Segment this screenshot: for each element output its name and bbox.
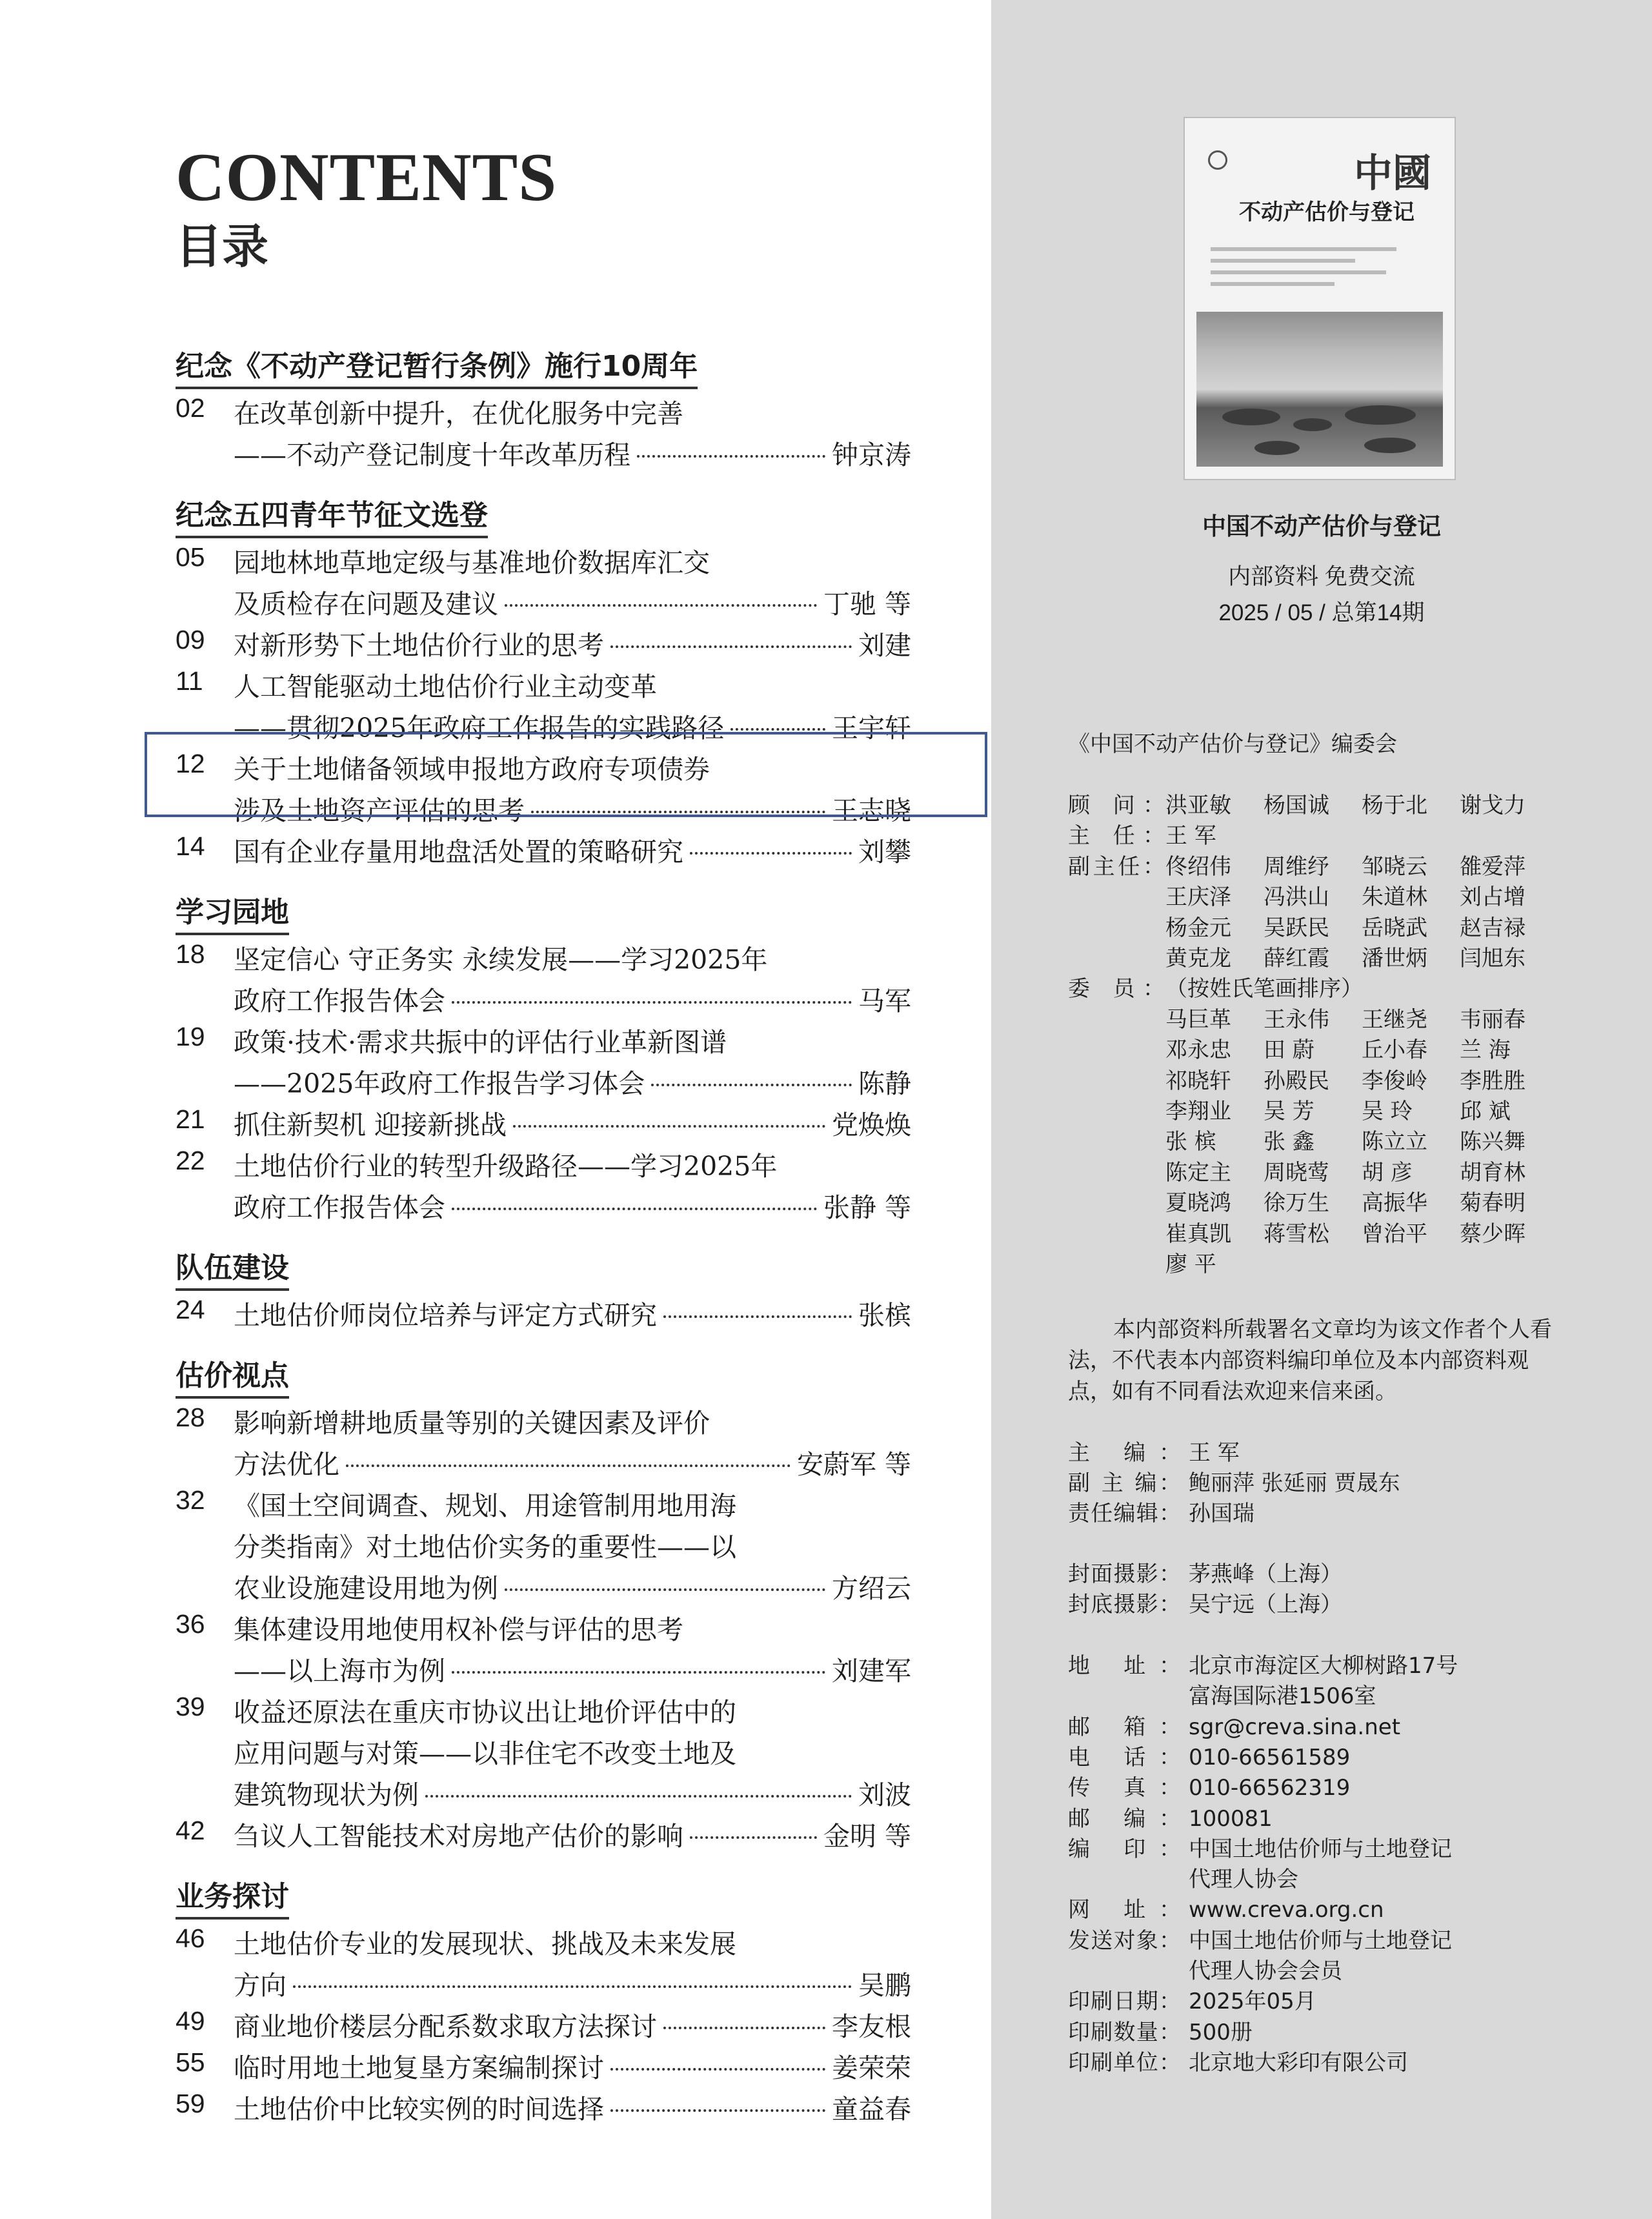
page-number: 11 (176, 666, 203, 696)
board-member-name: 徐万生 (1264, 1190, 1329, 1217)
entry-last-line (176, 1187, 911, 1228)
dot-leader (610, 2068, 825, 2071)
dot-leader (730, 728, 825, 731)
entry-author: 刘攀 (858, 836, 911, 867)
entry-title-line: ——贯彻2025年政府工作报告的实践路径 (234, 713, 725, 744)
entry-author: 张静 等 (823, 1192, 911, 1223)
page-number: 24 (176, 1295, 205, 1324)
board-member-name: 祁晓轩 (1165, 1068, 1231, 1094)
board-names-row (1165, 852, 1558, 882)
board-names-row (1165, 882, 1558, 913)
info-label: 邮 编： (1068, 1805, 1181, 1832)
info-label: 封面摄影： (1068, 1561, 1181, 1587)
entry-author: 王志晓 (832, 795, 911, 826)
dot-leader (690, 852, 852, 855)
page-number: 28 (176, 1403, 205, 1432)
board-member-name: 陈兴舞 (1460, 1129, 1526, 1155)
entry-author: 刘波 (858, 1779, 911, 1810)
board-member-name: 周维纾 (1264, 853, 1329, 880)
info-value: 010-66561589 (1189, 1744, 1351, 1770)
board-member-name: 吴 玲 (1362, 1099, 1413, 1124)
info-label: 印刷日期： (1068, 1989, 1181, 2015)
entry-title-line: 集体建设用地使用权补偿与评估的思考 (234, 1614, 683, 1645)
disclaimer-notice: 本内部资料所载署名文章均为该文作者个人看法，不代表本内部资料编印单位及本内部资料观点，如有不同看法欢迎来信来函。 (1068, 1317, 1552, 1404)
entry-author: 张槟 (858, 1300, 911, 1331)
board-member-name: 崔真凯 (1165, 1221, 1231, 1247)
entry-author: 党焕焕 (832, 1110, 911, 1140)
magazine-issue: 2025 / 05 / 总第14期 (1218, 600, 1425, 625)
toc-entry[interactable] (176, 1609, 911, 1692)
board-member-name: 胡育林 (1460, 1159, 1526, 1186)
entry-title-line: 方向 (234, 1970, 287, 2001)
board-member-name: 田 蔚 (1264, 1037, 1315, 1064)
page-number: 55 (176, 2047, 205, 2077)
info-value: 王 军 (1189, 1440, 1240, 1466)
entry-title-line: 土地估价专业的发展现状、挑战及未来发展 (234, 1929, 736, 1960)
page-number: 39 (176, 1692, 205, 1721)
info-value: 茅燕峰（上海） (1189, 1561, 1342, 1587)
entry-title-line: 商业地价楼层分配系数求取方法探讨 (234, 2011, 657, 2042)
board-member-name: 兰 海 (1460, 1037, 1511, 1064)
board-member-name: 王 军 (1165, 823, 1216, 849)
entry-title-line: 人工智能驱动土地估价行业主动变革 (234, 671, 657, 702)
page-number: 46 (176, 1923, 205, 1953)
page-number: 05 (176, 542, 205, 572)
board-names-row (1165, 1250, 1216, 1280)
board-member-name: 周晓莺 (1264, 1159, 1329, 1186)
board-member-name: 邹晓云 (1362, 853, 1427, 880)
entry-title-line: ——2025年政府工作报告学习体会 (234, 1068, 645, 1099)
info-value: sgr@creva.sina.net (1189, 1714, 1401, 1740)
board-names-row (1165, 1005, 1558, 1035)
dot-leader (505, 604, 817, 607)
entry-title-line: 政策·技术·需求共振中的评估行业革新图谱 (234, 1027, 727, 1058)
board-member-name: 张 槟 (1165, 1129, 1216, 1155)
board-names-row (1165, 1035, 1558, 1066)
toc-entry[interactable] (176, 625, 911, 666)
dot-leader (610, 645, 852, 648)
board-member-name: 孙殿民 (1264, 1068, 1329, 1094)
entry-title-line: 土地估价中比较实例的时间选择 (234, 2094, 604, 2125)
board-member-name: 杨国诚 (1264, 793, 1329, 818)
dot-leader (346, 1464, 791, 1467)
entry-title-line: 及质检存在问题及建议 (234, 589, 498, 620)
page-number: 19 (176, 1022, 205, 1051)
info-label: 印刷单位： (1068, 2049, 1181, 2076)
toc-entry[interactable] (176, 1104, 911, 1146)
board-member-name: 菊春明 (1460, 1190, 1526, 1217)
board-member-name: 马巨革 (1165, 1006, 1231, 1033)
entry-author: 金明 等 (823, 1821, 911, 1852)
entry-author: 方绍云 (832, 1573, 911, 1604)
info-label: 封底摄影： (1068, 1592, 1181, 1617)
dot-leader (513, 1125, 825, 1128)
toc-entry[interactable] (176, 393, 911, 476)
info-value: 北京地大彩印有限公司 (1189, 2049, 1408, 2076)
entry-author: 刘建军 (832, 1656, 911, 1687)
page-number: 32 (176, 1485, 205, 1515)
toc-entry[interactable] (176, 542, 911, 625)
highlighted-entry-box (145, 732, 987, 817)
entry-last-line (176, 1444, 911, 1485)
page-number: 42 (176, 1816, 205, 1845)
section-title: 估价视点 (176, 1358, 289, 1399)
entry-author: 钟京涛 (832, 440, 911, 471)
section-title: 学习园地 (176, 895, 289, 935)
board-member-name: 李胜胜 (1460, 1068, 1526, 1094)
dot-leader (663, 1315, 852, 1318)
contents-heading-en: CONTENTS (176, 139, 558, 215)
board-member-name: 李翔业 (1165, 1099, 1231, 1124)
board-member-name: 蔡少晖 (1460, 1221, 1526, 1247)
section-title: 业务探讨 (176, 1879, 289, 1920)
entry-last-line (176, 980, 911, 1022)
info-value: 中国土地估价师与土地登记 (1189, 1927, 1452, 1954)
info-value: www.creva.org.cn (1189, 1897, 1384, 1923)
dot-leader (663, 2027, 825, 2029)
board-names-row (1165, 1097, 1558, 1127)
section-title: 纪念《不动产登记暂行条例》施行10周年 (176, 349, 698, 389)
board-member-name: （按姓氏笔画排序） (1165, 976, 1363, 1002)
info-value: 2025年05月 (1189, 1989, 1316, 2015)
board-member-name: 陈立立 (1362, 1129, 1427, 1155)
board-member-name: 闫旭东 (1460, 946, 1526, 971)
info-value: 中国土地估价师与土地登记 (1189, 1836, 1452, 1862)
toc-section (176, 895, 911, 1228)
info-value: 010-66562319 (1189, 1775, 1351, 1801)
entry-title-line: 抓住新契机 迎接新挑战 (234, 1110, 507, 1140)
page-number: 12 (176, 749, 205, 778)
board-member-name: 廖 平 (1165, 1251, 1216, 1277)
board-names-row (1165, 1188, 1558, 1219)
board-member-name: 王继尧 (1362, 1006, 1427, 1033)
info-label: 发送对象： (1068, 1927, 1181, 1954)
entry-author: 丁驰 等 (823, 589, 911, 620)
entry-title-line: 刍议人工智能技术对房地产估价的影响 (234, 1821, 683, 1852)
cover-photo (1196, 312, 1443, 467)
entry-title-line: 国有企业存量用地盘活处置的策略研究 (234, 836, 683, 867)
board-member-name: 丘小春 (1362, 1037, 1427, 1064)
board-names-row (1165, 944, 1558, 974)
toc-section (176, 1879, 911, 2130)
board-names-row (1165, 821, 1216, 851)
entry-title-line: 方法优化 (234, 1449, 339, 1480)
info-value: 吴宁远（上海） (1189, 1592, 1342, 1617)
entry-author: 姜荣荣 (832, 2052, 911, 2083)
info-label: 编 印： (1068, 1836, 1181, 1862)
board-member-name: 邓永忠 (1165, 1037, 1231, 1064)
toc-entry[interactable] (176, 1146, 911, 1228)
page-number: 09 (176, 625, 205, 654)
board-member-name: 邱 斌 (1460, 1099, 1511, 1124)
entry-title-line: 分类指南》对土地估价实务的重要性——以 (234, 1532, 736, 1563)
board-names-row (1165, 791, 1558, 821)
board-member-name: 谢戈力 (1460, 793, 1526, 818)
magazine-subtitle: 内部资料 免费交流 (1228, 564, 1415, 589)
board-member-name: 冯洪山 (1264, 884, 1329, 911)
board-names-row (1165, 1066, 1558, 1097)
page-number: 49 (176, 2006, 205, 2036)
board-member-name: 吴跃民 (1264, 915, 1329, 941)
board-member-name: 吴 芳 (1264, 1099, 1315, 1124)
section-title: 纪念五四青年节征文选登 (176, 498, 488, 538)
toc-entry[interactable] (176, 831, 911, 873)
cover-headlines (1211, 247, 1417, 294)
entry-title-line: 坚定信心 守正务实 永续发展——学习2025年 (234, 944, 768, 975)
entry-title-line: ——以上海市为例 (234, 1656, 445, 1687)
entry-title-line: 对新形势下土地估价行业的思考 (234, 630, 604, 661)
board-member-name: 李俊岭 (1362, 1068, 1427, 1094)
board-names-row (1165, 1219, 1558, 1250)
info-value: 鲍丽萍 张延丽 贾晟东 (1189, 1470, 1400, 1496)
info-value: 孙国瑞 (1189, 1501, 1254, 1526)
entry-last-line (176, 625, 911, 666)
entry-title-line: 《国土空间调查、规划、用途管制用地用海 (234, 1490, 736, 1521)
entry-author: 童益春 (832, 2094, 911, 2125)
info-label: 邮 箱： (1068, 1714, 1181, 1740)
board-names-row (1165, 913, 1558, 944)
contents-heading-zh: 目录 (176, 219, 269, 274)
entry-last-line (176, 2006, 911, 2047)
dot-leader (610, 2109, 825, 2112)
page-number: 59 (176, 2089, 205, 2118)
toc-section (176, 349, 911, 476)
info-value: 北京市海淀区大柳树路17号 (1189, 1653, 1458, 1679)
entry-title-line: 建筑物现状为例 (234, 1779, 419, 1810)
info-label: 传 真： (1068, 1775, 1181, 1801)
board-member-name: 王永伟 (1264, 1006, 1329, 1033)
board-names-row (1165, 1158, 1558, 1188)
board-member-name: 王庆泽 (1165, 884, 1231, 911)
entry-last-line (176, 1965, 911, 2006)
entry-author: 安蔚军 等 (796, 1449, 911, 1480)
entry-author: 陈静 (858, 1068, 911, 1099)
info-label: 地 址： (1068, 1653, 1181, 1679)
info-value: 500册 (1189, 2019, 1253, 2045)
info-value: 代理人协会会员 (1189, 1958, 1342, 1984)
info-value: 富海国际港1506室 (1189, 1683, 1376, 1710)
entry-author: 李友根 (832, 2011, 911, 2042)
page-number: 18 (176, 939, 205, 969)
toc-entry[interactable] (176, 1923, 911, 2006)
entry-title-line: 涉及土地资产评估的思考 (234, 795, 525, 826)
entry-author: 刘建 (858, 630, 911, 661)
toc-entry[interactable] (176, 939, 911, 1022)
toc-entry[interactable] (176, 2006, 911, 2047)
board-member-name: 陈定主 (1165, 1159, 1231, 1186)
entry-author: 吴鹏 (858, 1970, 911, 2001)
board-member-name: 薛红霞 (1264, 946, 1329, 971)
toc-entry[interactable] (176, 1692, 911, 1816)
entry-last-line (176, 831, 911, 873)
info-label: 主 编： (1068, 1440, 1181, 1466)
dot-leader (690, 1836, 817, 1839)
toc-entry[interactable] (176, 1022, 911, 1104)
page-number: 14 (176, 831, 205, 861)
entry-last-line (176, 1774, 911, 1816)
entry-last-line (176, 1650, 911, 1692)
board-member-name: 杨金元 (1165, 915, 1231, 941)
entry-last-line (176, 1295, 911, 1336)
page-number: 21 (176, 1104, 205, 1134)
entry-last-line (176, 2089, 911, 2130)
info-label: 网 址： (1068, 1897, 1181, 1923)
entry-title-line: 土地估价师岗位培养与评定方式研究 (234, 1300, 657, 1331)
dot-leader (452, 1208, 817, 1210)
toc-entry[interactable] (176, 1485, 911, 1609)
board-member-name: 岳晓武 (1362, 915, 1427, 941)
entry-title-line: 政府工作报告体会 (234, 1192, 445, 1223)
entry-title-line: 关于土地储备领域申报地方政府专项债券 (234, 754, 710, 785)
entry-title-line: 应用问题与对策——以非住宅不改变土地及 (234, 1738, 736, 1769)
board-member-name: 朱道林 (1362, 884, 1427, 911)
board-member-name: 潘世炳 (1362, 946, 1427, 971)
board-member-name: 赵吉禄 (1460, 915, 1526, 941)
entry-title-line: 农业设施建设用地为例 (234, 1573, 498, 1604)
entry-title-line: 在改革创新中提升，在优化服务中完善 (234, 398, 683, 429)
section-title: 队伍建设 (176, 1250, 289, 1291)
dot-leader (293, 1985, 852, 1988)
board-member-name: 胡 彦 (1362, 1159, 1413, 1186)
toc-entry[interactable] (176, 2089, 911, 2130)
entry-title-line: 收益还原法在重庆市协议出让地价评估中的 (234, 1697, 736, 1728)
info-value: 代理人协会 (1189, 1867, 1298, 1893)
info-label: 印刷数量： (1068, 2019, 1181, 2045)
entry-last-line (176, 2047, 911, 2089)
toc-section (176, 1358, 911, 1857)
page-number: 02 (176, 393, 205, 423)
board-member-name: 洪亚敏 (1165, 793, 1231, 818)
toc-entry[interactable] (176, 1295, 911, 1336)
toc-entry[interactable] (176, 2047, 911, 2089)
board-member-name: 张 鑫 (1264, 1129, 1315, 1155)
entry-title-line: ——不动产登记制度十年改革历程 (234, 440, 630, 471)
board-title: 《中国不动产估价与登记》编委会 (1068, 731, 1397, 757)
toc-entry[interactable] (176, 1403, 911, 1485)
board-member-name: 蒋雪松 (1264, 1221, 1329, 1247)
board-role-label: 顾 问： (1068, 793, 1165, 818)
dot-leader (651, 1084, 852, 1086)
cover-thumbnail (1185, 118, 1455, 479)
board-member-name: 杨于北 (1362, 793, 1427, 818)
cover-title-large: 中國 (1354, 151, 1431, 196)
entry-title-line: 临时用地土地复垦方案编制探讨 (234, 2052, 604, 2083)
entry-last-line (176, 434, 911, 476)
entry-last-line (176, 1104, 911, 1146)
dot-leader (452, 1001, 852, 1004)
info-label: 副 主 编： (1068, 1470, 1181, 1496)
entry-title-line: 园地林地草地定级与基准地价数据库汇交 (234, 547, 710, 578)
entry-title-line: 政府工作报告体会 (234, 986, 445, 1017)
info-label: 责任编辑： (1068, 1501, 1181, 1526)
board-member-name: 刘占增 (1460, 884, 1526, 911)
entry-last-line (176, 1063, 911, 1104)
board-names-row (1165, 1127, 1558, 1157)
board-role-label: 委 员： (1068, 976, 1165, 1002)
toc-section (176, 1250, 911, 1336)
board-names-row (1165, 974, 1363, 1004)
info-value: 100081 (1189, 1805, 1273, 1832)
board-role-label: 副主任： (1068, 853, 1165, 880)
board-member-name: 夏晓鸿 (1165, 1190, 1231, 1217)
entry-title-line: 影响新增耕地质量等别的关键因素及评价 (234, 1408, 710, 1439)
board-member-name: 雒爱萍 (1460, 853, 1526, 880)
dot-leader (452, 1671, 825, 1674)
entry-last-line (176, 1816, 911, 1857)
dot-leader (425, 1795, 852, 1798)
board-member-name: 曾治平 (1362, 1221, 1427, 1247)
entry-author: 王宇轩 (832, 713, 911, 744)
board-role-label: 主 任： (1068, 823, 1165, 849)
page-number: 22 (176, 1146, 205, 1175)
entry-author: 马军 (858, 986, 911, 1017)
entry-last-line (176, 1568, 911, 1609)
board-member-name: 黄克龙 (1165, 946, 1231, 971)
magazine-name: 中国不动产估价与登记 (1202, 512, 1441, 540)
cover-logo-icon (1208, 150, 1227, 170)
entry-title-line: 土地估价行业的转型升级路径——学习2025年 (234, 1151, 778, 1182)
cover-title-small: 不动产估价与登记 (1239, 199, 1415, 225)
info-label: 电 话： (1068, 1744, 1181, 1770)
dot-leader (505, 1588, 825, 1591)
dot-leader (637, 455, 825, 458)
entry-last-line (176, 583, 911, 625)
toc-entry[interactable] (176, 1816, 911, 1857)
board-member-name: 高振华 (1362, 1190, 1427, 1217)
table-of-contents (176, 349, 911, 2130)
page-number: 36 (176, 1609, 205, 1639)
board-member-name: 佟绍伟 (1165, 853, 1231, 880)
board-member-name: 韦丽春 (1460, 1006, 1526, 1033)
